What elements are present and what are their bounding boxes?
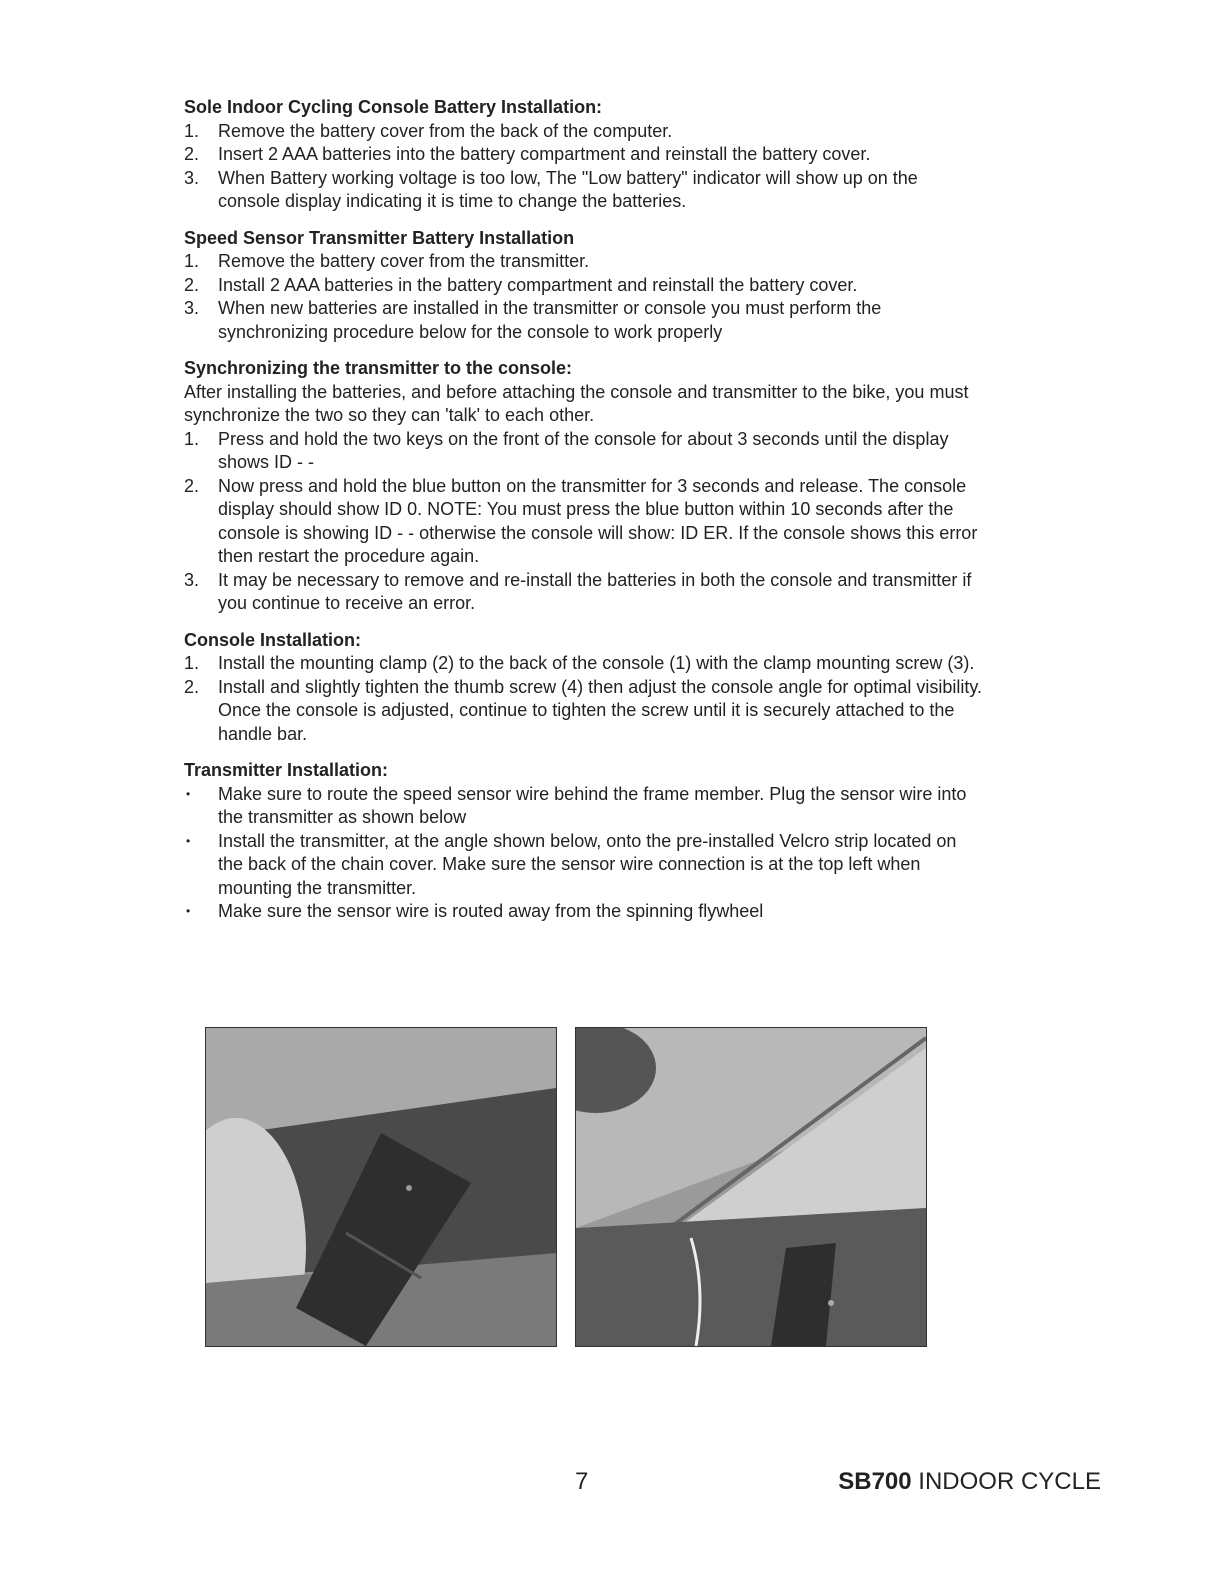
section-heading: Console Installation: (184, 629, 362, 650)
photo-transmitter-mounted-image (576, 1028, 926, 1346)
list-item: 1. Install the mounting clamp (2) to the back of the console (1) with the clamp mounting screw (3). (184, 653, 975, 673)
bullet-list (184, 783, 984, 924)
list-item: 2. Install 2 AAA batteries in the battery compartment and reinstall the battery cover. (184, 274, 858, 295)
steps-list (184, 250, 984, 344)
section-console-installation (184, 629, 984, 747)
section-heading: Sole Indoor Cycling Console Battery Installation: (184, 97, 603, 117)
section-intro: After installing the batteries, and before attaching the console and transmitter to the bike, you must synchronize the two so they can 'talk' to each other. (184, 381, 969, 425)
steps-list (184, 652, 984, 746)
list-item: 3. When Battery working voltage is too low, The "Low battery" indicator will show up on the console display indicating it is time to change the batteries. (184, 167, 918, 211)
list-item: 2. Insert 2 AAA batteries into the battery compartment and reinstall the battery cover. (184, 144, 871, 164)
section-console-battery (184, 96, 984, 214)
section-heading: Synchronizing the transmitter to the console: (184, 358, 573, 378)
section-heading: Speed Sensor Transmitter Battery Installation (184, 227, 575, 248)
photo-transmitter-wire-image (206, 1028, 556, 1346)
list-item: 1. Remove the battery cover from the transmitter. (184, 251, 590, 271)
page-content (184, 96, 984, 937)
list-item: 2. Install and slightly tighten the thumb screw (4) then adjust the console angle for optimal visibility. Once the console is adjusted, continue to tighten the screw until it is securely attached to the handle bar. (184, 676, 983, 744)
footer-product-title (838, 1468, 1101, 1496)
section-synchronizing (184, 357, 984, 616)
list-item: 3. When new batteries are installed in the transmitter or console you must perform the synchronizing procedure below for the console to work properly (184, 298, 882, 342)
list-item: • Make sure to route the speed sensor wire behind the frame member. Plug the sensor wire into the transmitter as shown below (186, 783, 967, 827)
list-item: • Install the transmitter, at the angle shown below, onto the pre-installed Velcro strip located on the back of the chain cover. Make sure the sensor wire connection is at the top left when mounting the transmitter. (186, 830, 957, 898)
footer-model: SB700 (838, 1468, 912, 1495)
footer-product: INDOOR CYCLE (918, 1468, 1101, 1495)
page-number: 7 (575, 1468, 589, 1495)
steps-list (184, 120, 984, 214)
installation-photos (205, 1027, 927, 1347)
list-item: 1. Remove the battery cover from the back of the computer. (184, 120, 673, 141)
steps-list (184, 428, 984, 616)
section-transmitter-battery (184, 227, 984, 345)
photo-transmitter-mounted (575, 1027, 927, 1347)
list-item: • Make sure the sensor wire is routed away from the spinning flywheel (186, 901, 764, 921)
list-item: 2. Now press and hold the blue button on the transmitter for 3 seconds and release. The console display should show ID 0. NOTE: You must press the blue button within 10 seconds after the console is showing ID - - otherwise the console will show: ID ER. If the console shows this error then restart the procedure again. (184, 475, 978, 566)
section-transmitter-installation (184, 759, 984, 924)
section-heading: Transmitter Installation: (184, 760, 389, 780)
list-item: 3. It may be necessary to remove and re-install the batteries in both the console and transmitter if you continue to receive an error. (184, 569, 972, 613)
photo-transmitter-wire (205, 1027, 557, 1347)
list-item: 1. Press and hold the two keys on the front of the console for about 3 seconds until the display shows ID - - (184, 428, 949, 472)
